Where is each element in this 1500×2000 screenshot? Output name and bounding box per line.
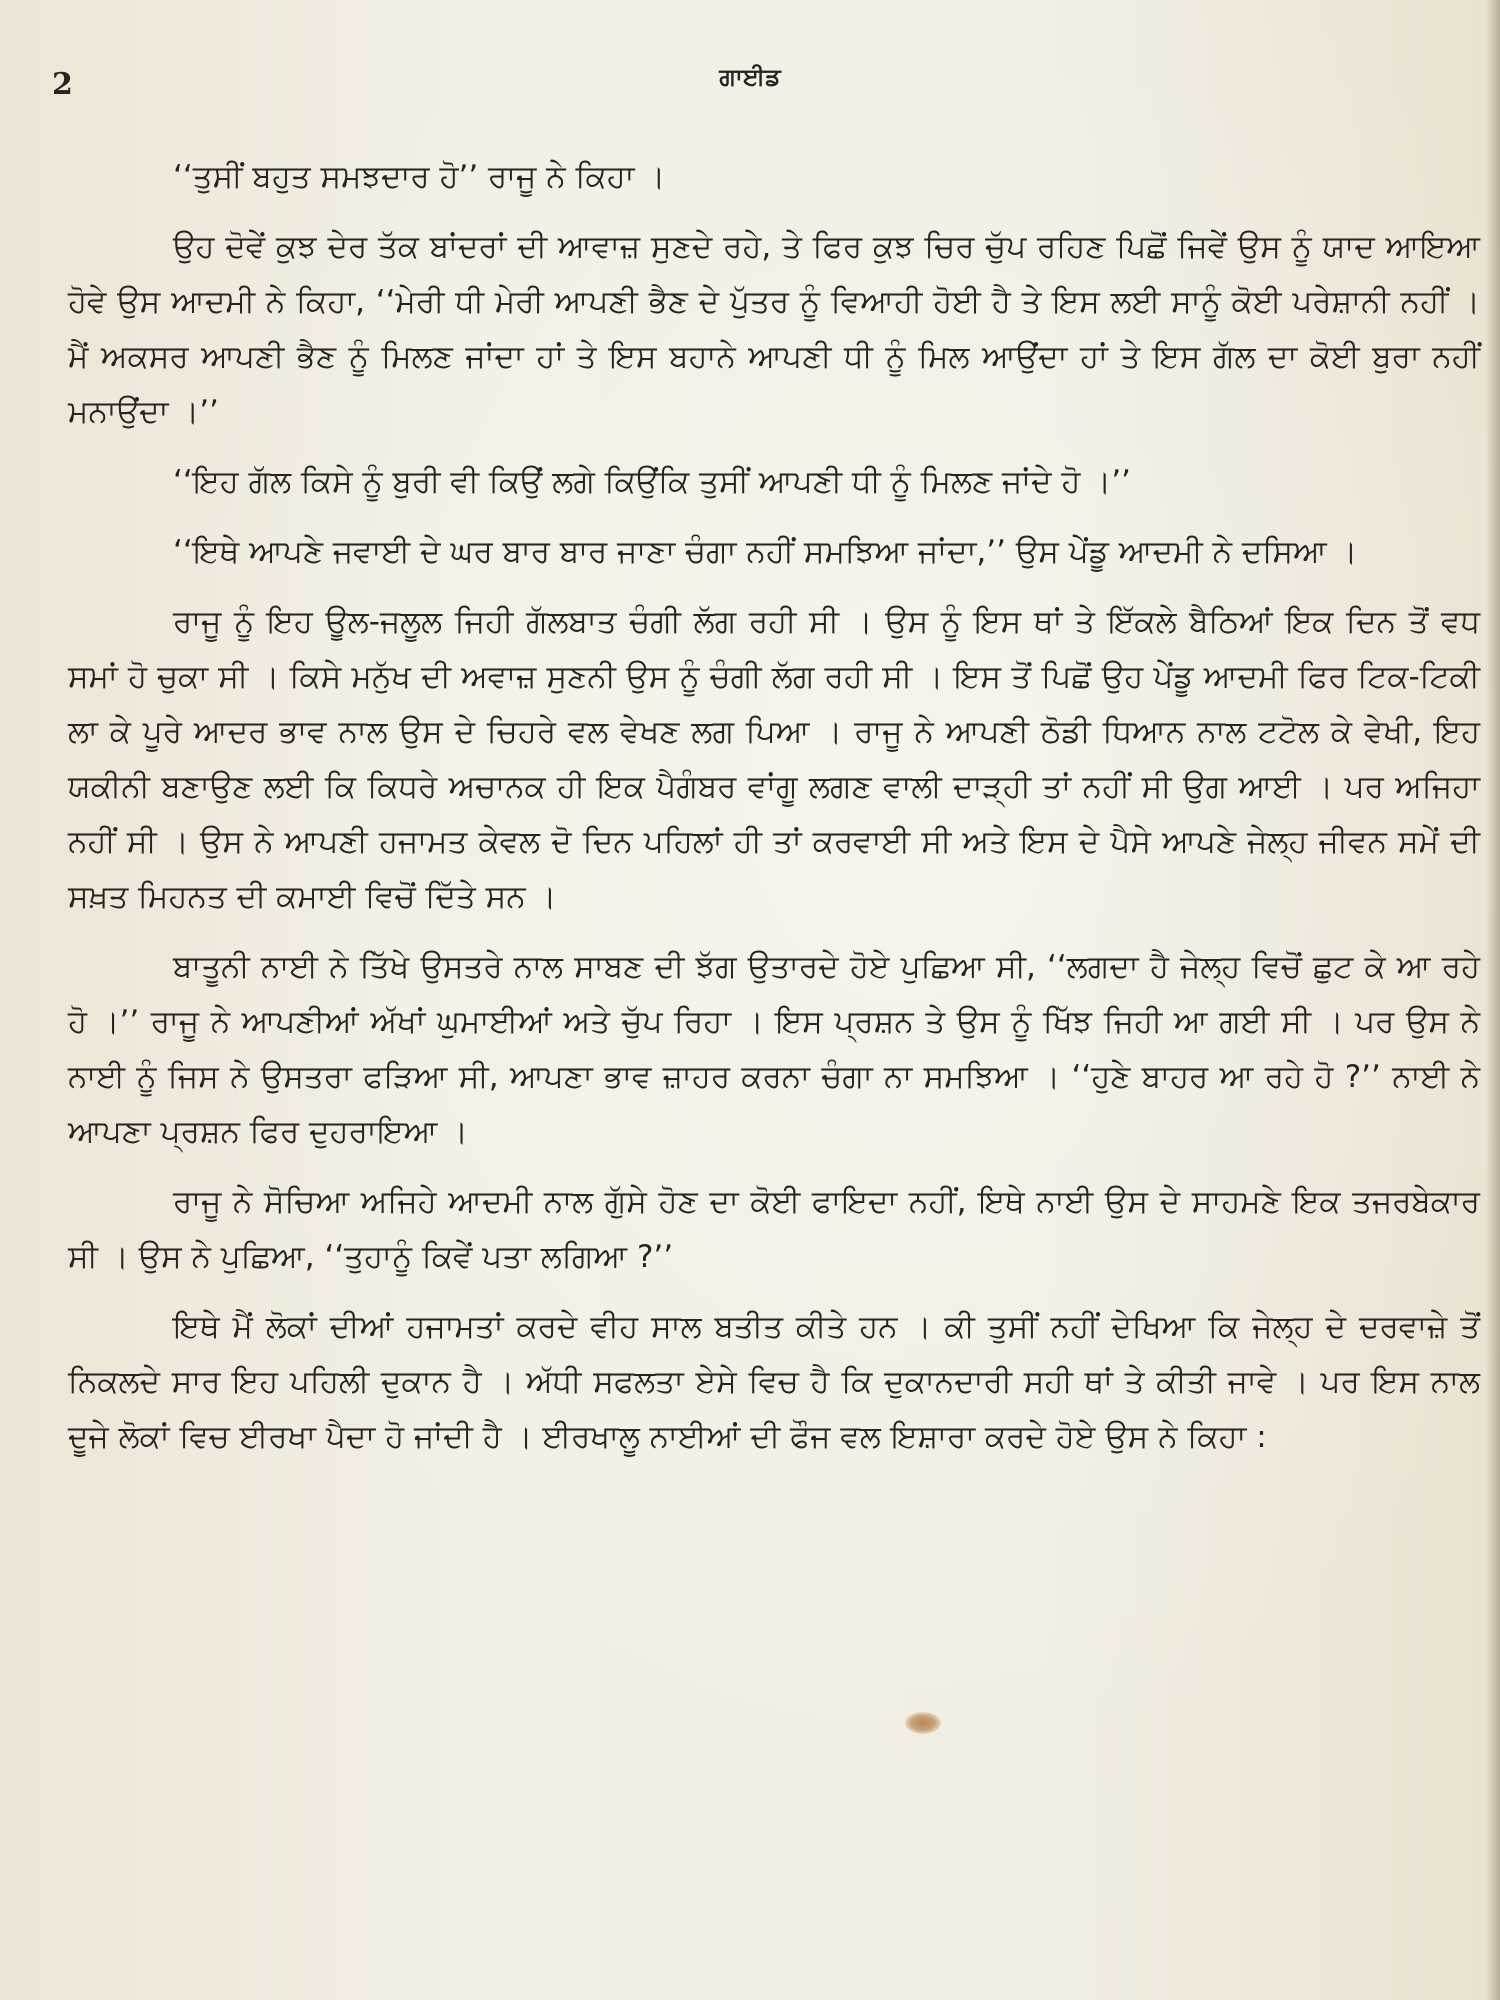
running-title: ਗਾਈਡ	[719, 63, 781, 91]
body-text	[68, 150, 1480, 1480]
paragraph-5: ਰਾਜੂ ਨੂੰ ਇਹ ਊਲ-ਜਲੂਲ ਜਿਹੀ ਗੱਲਬਾਤ ਚੰਗੀ ਲੱਗ ਰਹੀ ਸੀ । ਉਸ ਨੂੰ ਇਸ ਥਾਂ ਤੇ ਇੱਕਲੇ ਬੈਠਿਆਂ ਇਕ ਦਿਨ ਤੋਂ ਵਧ ਸਮਾਂ ਹੋ ਚੁਕਾ ਸੀ । ਕਿਸੇ ਮਨੁੱਖ ਦੀ ਅਵਾਜ਼ ਸੁਣਨੀ ਉਸ ਨੂੰ ਚੰਗੀ ਲੱਗ ਰਹੀ ਸੀ । ਇਸ ਤੋਂ ਪਿਛੋਂ ਉਹ ਪੇਂਡੂ ਆਦਮੀ ਫਿਰ ਟਿਕ-ਟਿਕੀ ਲਾ ਕੇ ਪੂਰੇ ਆਦਰ ਭਾਵ ਨਾਲ ਉਸ ਦੇ ਚਿਹਰੇ ਵਲ ਵੇਖਣ ਲਗ ਪਿਆ । ਰਾਜੂ ਨੇ ਆਪਣੀ ਠੋਡੀ ਧਿਆਨ ਨਾਲ ਟਟੋਲ ਕੇ ਵੇਖੀ, ਇਹ ਯਕੀਨੀ ਬਣਾਉਣ ਲਈ ਕਿ ਕਿਧਰੇ ਅਚਾਨਕ ਹੀ ਇਕ ਪੈਗੰਬਰ ਵਾਂਗੂ ਲਗਣ ਵਾਲੀ ਦਾੜ੍ਹੀ ਤਾਂ ਨਹੀਂ ਸੀ ਉਗ ਆਈ । ਪਰ ਅਜਿਹਾ ਨਹੀਂ ਸੀ । ਉਸ ਨੇ ਆਪਣੀ ਹਜਾਮਤ ਕੇਵਲ ਦੋ ਦਿਨ ਪਹਿਲਾਂ ਹੀ ਤਾਂ ਕਰਵਾਈ ਸੀ ਅਤੇ ਇਸ ਦੇ ਪੈਸੇ ਆਪਣੇ ਜੇਲ੍ਹ ਜੀਵਨ ਸਮੇਂ ਦੀ ਸਖ਼ਤ ਮਿਹਨਤ ਦੀ ਕਮਾਈ ਵਿਚੋਂ ਦਿੱਤੇ ਸਨ ।	[68, 604, 1480, 915]
page-edge-shadow	[1486, 0, 1500, 2000]
paragraph-8: ਇਥੇ ਮੈਂ ਲੋਕਾਂ ਦੀਆਂ ਹਜਾਮਤਾਂ ਕਰਦੇ ਵੀਹ ਸਾਲ ਬਤੀਤ ਕੀਤੇ ਹਨ । ਕੀ ਤੁਸੀਂ ਨਹੀਂ ਦੇਖਿਆ ਕਿ ਜੇਲ੍ਹ ਦੇ ਦਰਵਾਜ਼ੇ ਤੋਂ ਨਿਕਲਦੇ ਸਾਰ ਇਹ ਪਹਿਲੀ ਦੁਕਾਨ ਹੈ । ਅੱਧੀ ਸਫਲਤਾ ਏਸੇ ਵਿਚ ਹੈ ਕਿ ਦੁਕਾਨਦਾਰੀ ਸਹੀ ਥਾਂ ਤੇ ਕੀਤੀ ਜਾਵੇ । ਪਰ ਇਸ ਨਾਲ ਦੂਜੇ ਲੋਕਾਂ ਵਿਚ ਈਰਖਾ ਪੈਦਾ ਹੋ ਜਾਂਦੀ ਹੈ । ਈਰਖਾਲੂ ਨਾਈਆਂ ਦੀ ਫੌਜ ਵਲ ਇਸ਼ਾਰਾ ਕਰਦੇ ਹੋਏ ਉਸ ਨੇ ਕਿਹਾ :	[68, 1309, 1480, 1455]
paragraph-4: ‘‘ਇਥੇ ਆਪਣੇ ਜਵਾਈ ਦੇ ਘਰ ਬਾਰ ਬਾਰ ਜਾਣਾ ਚੰਗਾ ਨਹੀਂ ਸਮਝਿਆ ਜਾਂਦਾ,’’ ਉਸ ਪੇਂਡੂ ਆਦਮੀ ਨੇ ਦਸਿਆ ।	[173, 534, 1358, 570]
paper-stain	[905, 1712, 941, 1734]
paragraph-1: ‘‘ਤੁਸੀਂ ਬਹੁਤ ਸਮਝਦਾਰ ਹੋ’’ ਰਾਜੂ ਨੇ ਕਿਹਾ ।	[173, 159, 666, 195]
paragraph-6: ਬਾਤੂਨੀ ਨਾਈ ਨੇ ਤਿੱਖੇ ਉਸਤਰੇ ਨਾਲ ਸਾਬਣ ਦੀ ਝੱਗ ਉਤਾਰਦੇ ਹੋਏ ਪੁਛਿਆ ਸੀ, ‘‘ਲਗਦਾ ਹੈ ਜੇਲ੍ਹ ਵਿਚੋਂ ਛੁਟ ਕੇ ਆ ਰਹੇ ਹੋ ।’’ ਰਾਜੂ ਨੇ ਆਪਣੀਆਂ ਅੱਖਾਂ ਘੁਮਾਈਆਂ ਅਤੇ ਚੁੱਪ ਰਿਹਾ । ਇਸ ਪ੍ਰਸ਼ਨ ਤੇ ਉਸ ਨੂੰ ਖਿੱਝ ਜਿਹੀ ਆ ਗਈ ਸੀ । ਪਰ ਉਸ ਨੇ ਨਾਈ ਨੂੰ ਜਿਸ ਨੇ ਉਸਤਰਾ ਫੜਿਆ ਸੀ, ਆਪਣਾ ਭਾਵ ਜ਼ਾਹਰ ਕਰਨਾ ਚੰਗਾ ਨਾ ਸਮਝਿਆ । ‘‘ਹੁਣੇ ਬਾਹਰ ਆ ਰਹੇ ਹੋ ?’’ ਨਾਈ ਨੇ ਆਪਣਾ ਪ੍ਰਸ਼ਨ ਫਿਰ ਦੁਹਰਾਇਆ ।	[68, 949, 1480, 1150]
paragraph-7: ਰਾਜੂ ਨੇ ਸੋਚਿਆ ਅਜਿਹੇ ਆਦਮੀ ਨਾਲ ਗੁੱਸੇ ਹੋਣ ਦਾ ਕੋਈ ਫਾਇਦਾ ਨਹੀਂ, ਇਥੇ ਨਾਈ ਉਸ ਦੇ ਸਾਹਮਣੇ ਇਕ ਤਜਰਬੇਕਾਰ ਸੀ । ਉਸ ਨੇ ਪੁਛਿਆ, ‘‘ਤੁਹਾਨੂੰ ਕਿਵੇਂ ਪਤਾ ਲਗਿਆ ?’’	[68, 1184, 1480, 1275]
paragraph-2: ਉਹ ਦੋਵੇਂ ਕੁਝ ਦੇਰ ਤੱਕ ਬਾਂਦਰਾਂ ਦੀ ਆਵਾਜ਼ ਸੁਣਦੇ ਰਹੇ, ਤੇ ਫਿਰ ਕੁਝ ਚਿਰ ਚੁੱਪ ਰਹਿਣ ਪਿਛੋਂ ਜਿਵੇਂ ਉਸ ਨੂੰ ਯਾਦ ਆਇਆ ਹੋਵੇ ਉਸ ਆਦਮੀ ਨੇ ਕਿਹਾ, ‘‘ਮੇਰੀ ਧੀ ਮੇਰੀ ਆਪਣੀ ਭੈਣ ਦੇ ਪੁੱਤਰ ਨੂੰ ਵਿਆਹੀ ਹੋਈ ਹੈ ਤੇ ਇਸ ਲਈ ਸਾਨੂੰ ਕੋਈ ਪਰੇਸ਼ਾਨੀ ਨਹੀਂ । ਮੈਂ ਅਕਸਰ ਆਪਣੀ ਭੈਣ ਨੂੰ ਮਿਲਣ ਜਾਂਦਾ ਹਾਂ ਤੇ ਇਸ ਬਹਾਨੇ ਆਪਣੀ ਧੀ ਨੂੰ ਮਿਲ ਆਉਂਦਾ ਹਾਂ ਤੇ ਇਸ ਗੱਲ ਦਾ ਕੋਈ ਬੁਰਾ ਨਹੀਂ ਮਨਾਉਂਦਾ ।’’	[68, 229, 1480, 430]
paragraph-3: ‘‘ਇਹ ਗੱਲ ਕਿਸੇ ਨੂੰ ਬੁਰੀ ਵੀ ਕਿਉਂ ਲਗੇ ਕਿਉਂਕਿ ਤੁਸੀਂ ਆਪਣੀ ਧੀ ਨੂੰ ਮਿਲਣ ਜਾਂਦੇ ਹੋ ।’’	[173, 464, 1131, 500]
page-number: 2	[52, 67, 73, 102]
